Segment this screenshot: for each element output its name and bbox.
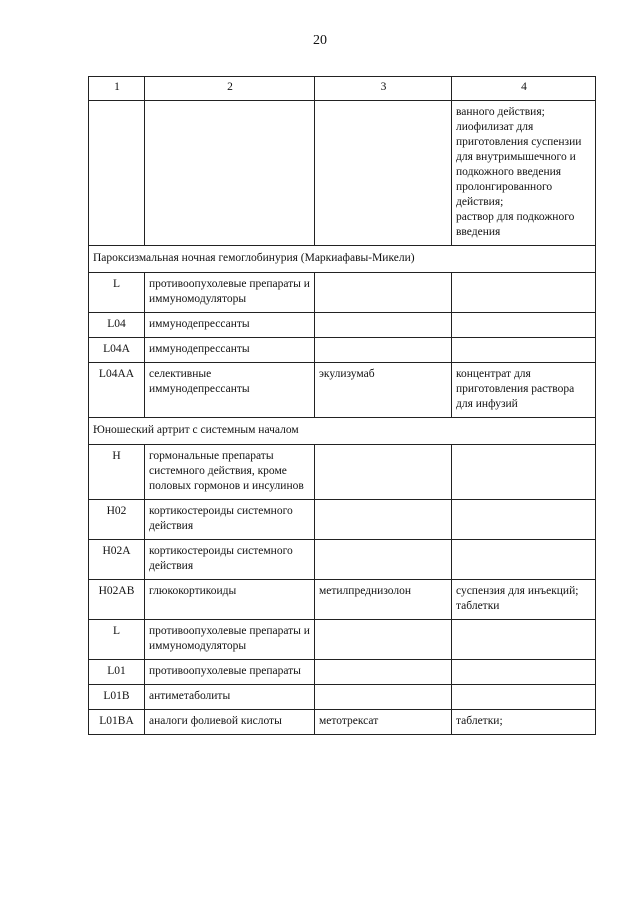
dosage-form-cell: [452, 685, 596, 710]
group-cell: глюкокортикоиды: [145, 580, 315, 620]
dosage-form-cell: ванного действия; лиофилизат для приготовления суспензии для внутримышечного и подкожного введения пролонгированного действия; раствор для подкожного введения: [452, 101, 596, 246]
drug-cell: [315, 101, 452, 246]
table-row: [89, 338, 596, 363]
drug-cell: [315, 540, 452, 580]
atc-code-cell: L04AA: [89, 363, 145, 418]
group-cell: антиметаболиты: [145, 685, 315, 710]
table-row: [89, 363, 596, 418]
atc-code-cell: L04A: [89, 338, 145, 363]
dosage-form-cell: [452, 313, 596, 338]
header-cell-3: 3: [315, 77, 452, 101]
atc-code-cell: L04: [89, 313, 145, 338]
drug-cell: [315, 273, 452, 313]
drug-table: [88, 76, 596, 735]
group-cell: кортикостероиды системного действия: [145, 540, 315, 580]
drug-cell: метотрексат: [315, 710, 452, 735]
drug-cell: [315, 313, 452, 338]
atc-code-cell: L: [89, 273, 145, 313]
drug-cell: [315, 445, 452, 500]
atc-code-cell: [89, 101, 145, 246]
table-row: [89, 580, 596, 620]
table-row: [89, 710, 596, 735]
table-row: [89, 445, 596, 500]
drug-cell: [315, 660, 452, 685]
group-cell: кортикостероиды системного действия: [145, 500, 315, 540]
group-cell: противоопухолевые препараты и иммуномодуляторы: [145, 620, 315, 660]
table-row: [89, 540, 596, 580]
group-cell: противоопухолевые препараты и иммуномодуляторы: [145, 273, 315, 313]
page-number: 20: [313, 33, 327, 48]
drug-cell: метилпреднизолон: [315, 580, 452, 620]
section-title: Юношеский артрит с системным началом: [89, 418, 596, 445]
table-row: [89, 273, 596, 313]
drug-cell: [315, 620, 452, 660]
dosage-form-cell: [452, 500, 596, 540]
atc-code-cell: H02AB: [89, 580, 145, 620]
group-cell: аналоги фолиевой кислоты: [145, 710, 315, 735]
dosage-form-cell: таблетки;: [452, 710, 596, 735]
atc-code-cell: L01BA: [89, 710, 145, 735]
atc-code-cell: L01: [89, 660, 145, 685]
dosage-form-cell: [452, 620, 596, 660]
atc-code-cell: L01B: [89, 685, 145, 710]
drug-cell: экулизумаб: [315, 363, 452, 418]
header-cell-2: 2: [145, 77, 315, 101]
dosage-form-cell: [452, 660, 596, 685]
section-row: [89, 246, 596, 273]
group-cell: иммунодепрессанты: [145, 338, 315, 363]
dosage-form-cell: концентрат для приготовления раствора для инфузий: [452, 363, 596, 418]
group-cell: противоопухолевые препараты: [145, 660, 315, 685]
drug-cell: [315, 500, 452, 540]
table-row: [89, 685, 596, 710]
table-header-row: [89, 77, 596, 101]
drug-cell: [315, 685, 452, 710]
dosage-form-cell: [452, 540, 596, 580]
dosage-form-cell: [452, 338, 596, 363]
group-cell: гормональные препараты системного действия, кроме половых гормонов и инсулинов: [145, 445, 315, 500]
dosage-form-cell: [452, 273, 596, 313]
atc-code-cell: H02: [89, 500, 145, 540]
section-row: [89, 418, 596, 445]
table-body: [89, 77, 596, 735]
table-row: [89, 620, 596, 660]
group-cell: иммунодепрессанты: [145, 313, 315, 338]
section-title: Пароксизмальная ночная гемоглобинурия (Маркиафавы-Микели): [89, 246, 596, 273]
table-row: [89, 101, 596, 246]
drug-cell: [315, 338, 452, 363]
dosage-form-cell: [452, 445, 596, 500]
table-row: [89, 313, 596, 338]
dosage-form-cell: суспензия для инъекций; таблетки: [452, 580, 596, 620]
atc-code-cell: H02A: [89, 540, 145, 580]
atc-code-cell: L: [89, 620, 145, 660]
group-cell: [145, 101, 315, 246]
table-row: [89, 660, 596, 685]
table-row: [89, 500, 596, 540]
header-cell-1: 1: [89, 77, 145, 101]
header-cell-4: 4: [452, 77, 596, 101]
atc-code-cell: H: [89, 445, 145, 500]
group-cell: селективные иммунодепрессанты: [145, 363, 315, 418]
